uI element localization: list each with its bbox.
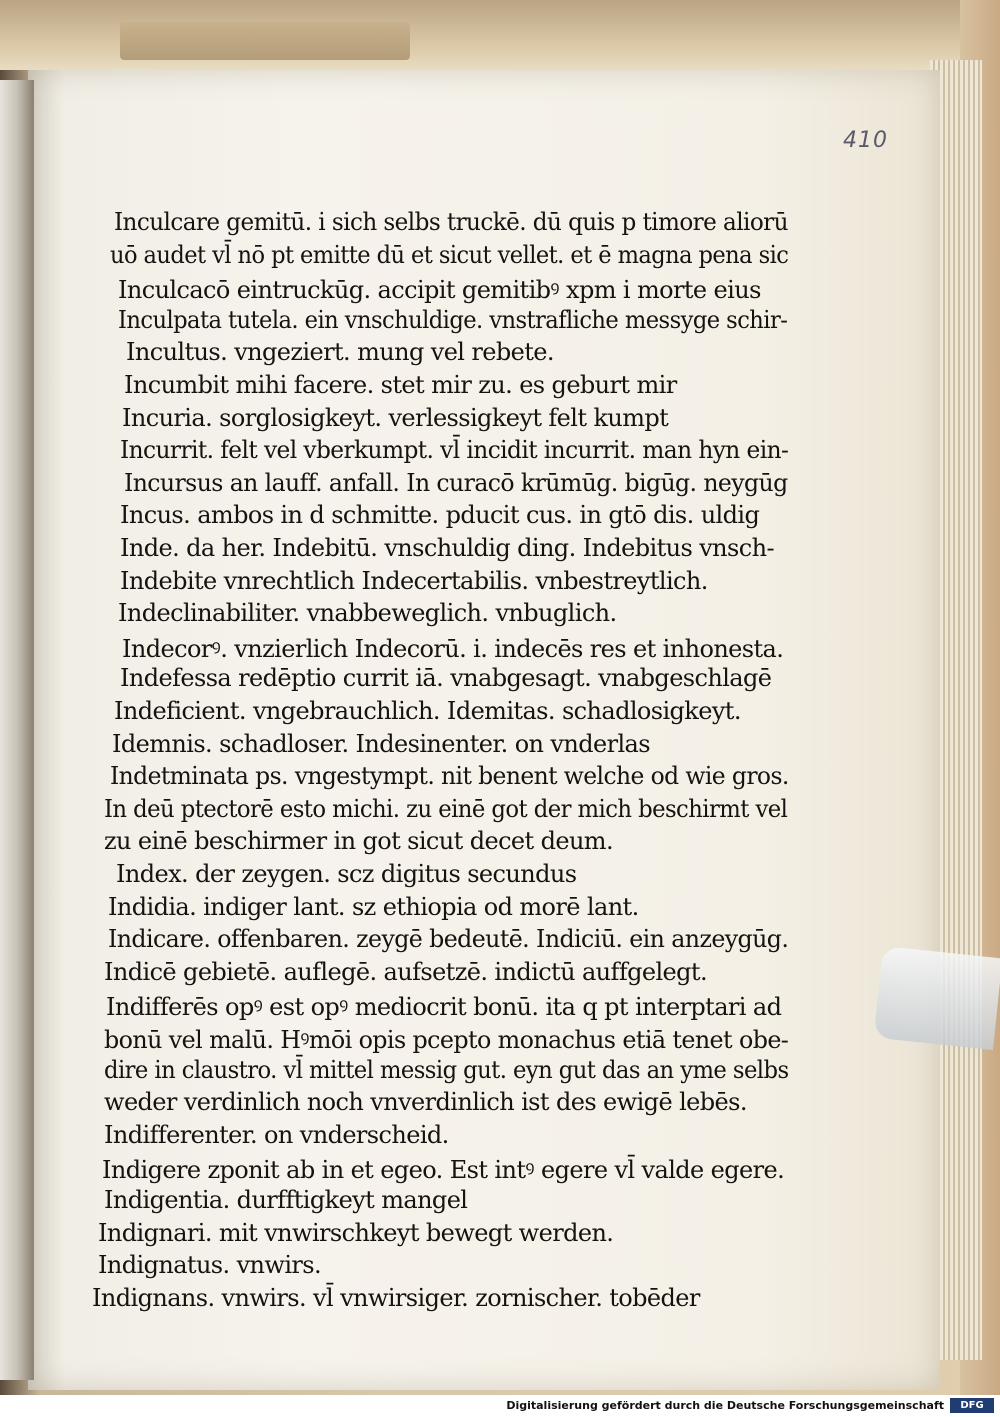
text-line: Indifferēs opꝰ est opꝰ mediocrit bonū. ita q pt interptari ad (106, 993, 782, 1022)
text-line: Incuria. sorglosigkeyt. verlessigkeyt felt kumpt (122, 403, 669, 432)
text-line: bonū vel malū. Hꝰmōi opis pcepto monachus etiā tenet obe- (104, 1026, 789, 1054)
text-line: Indetminata ps. vngestympt. nit benent welche od wie gros. (110, 762, 789, 791)
text-line: Indecorꝰ. vnzierlich Indecorū. i. indecēs res et inhonesta. (122, 634, 784, 663)
gutter-shadow (0, 80, 34, 1380)
funding-credit: Digitalisierung gefördert durch die Deutsche Forschungsgemeinschaft (506, 1399, 944, 1412)
text-line: weder verdinlich noch vnverdinlich ist des ewigē lebēs. (104, 1088, 747, 1117)
folio-number: 410 (843, 128, 888, 153)
text-line: Indebite vnrechtlich Indecertabilis. vnbestreytlich. (120, 566, 708, 595)
footer-bar (0, 1395, 1000, 1417)
text-line: In deū ptectorē esto michi. zu einē got der mich beschirmt vel (104, 794, 788, 823)
text-line: Indifferenter. on vnderscheid. (104, 1120, 449, 1149)
text-line: Indignans. vnwirs. vl̄ vnwirsiger. zornischer. tobēder (92, 1283, 700, 1312)
text-line: uō audet vl̄ nō pt emitte dū et sicut vellet. et ē magna pena sic (110, 240, 789, 269)
text-line: Indeclinabiliter. vnabbeweglich. vnbuglich. (118, 599, 617, 628)
text-line: Indignari. mit vnwirschkeyt bewegt werden. (98, 1218, 614, 1247)
bookmark-clip (874, 946, 1000, 1050)
label-tab (120, 22, 410, 60)
text-line: Indefessa redēptio currit iā. vnabgesagt. vnabgeschlagē (120, 664, 772, 693)
text-line: Incus. ambos in d schmitte. pducit cus. in gtō dis. uldig (120, 501, 760, 530)
dfg-logo: DFG (950, 1398, 994, 1413)
text-line: Idemnis. schadloser. Indesinenter. on vnderlas (112, 729, 650, 758)
text-line: Indigere zponit ab in et egeo. Est intꝰ egere vl̄ valde egere. (102, 1156, 785, 1185)
text-line: Incumbit mihi facere. stet mir zu. es geburt mir (124, 371, 677, 399)
text-line: Indidia. indiger lant. sz ethiopia od morē lant. (108, 892, 639, 921)
text-line: Inculpata tutela. ein vnschuldige. vnstrafliche messyge schir- (118, 305, 788, 334)
text-line: Indicē gebietē. auflegē. aufsetzē. indictū auffgelegt. (104, 957, 707, 986)
text-line: Inculcare gemitū. i sich selbs truckē. dū quis p timore aliorū (114, 208, 788, 236)
text-line: Indignatus. vnwirs. (98, 1251, 322, 1280)
text-line: Indigentia. durfftigkeyt mangel (104, 1186, 468, 1214)
text-line: Indeficient. vngebrauchlich. Idemitas. schadlosigkeyt. (114, 697, 741, 725)
text-line: Incursus an lauff. anfall. In curacō krūmūg. bigūg. neygūg (124, 468, 788, 497)
text-line: Incurrit. felt vel vberkumpt. vl̄ incidit incurrit. man hyn ein- (120, 436, 789, 465)
text-line: zu einē beschirmer in got sicut decet deum. (104, 827, 613, 856)
text-line: Incultus. vngeziert. mung vel rebete. (126, 338, 554, 367)
text-line: Inculcacō eintruckūg. accipit gemitibꝰ xpm i morte eius (118, 276, 761, 305)
text-line: Indicare. offenbaren. zeygē bedeutē. Indiciū. ein anzeygūg. (108, 925, 789, 954)
text-line: dire in claustro. vl̄ mittel messig gut. eyn gut das an yme selbs (104, 1055, 789, 1084)
text-line: Inde. da her. Indebitū. vnschuldig ding. Indebitus vnsch- (120, 534, 774, 562)
text-line: Index. der zeygen. scz digitus secundus (116, 860, 577, 888)
